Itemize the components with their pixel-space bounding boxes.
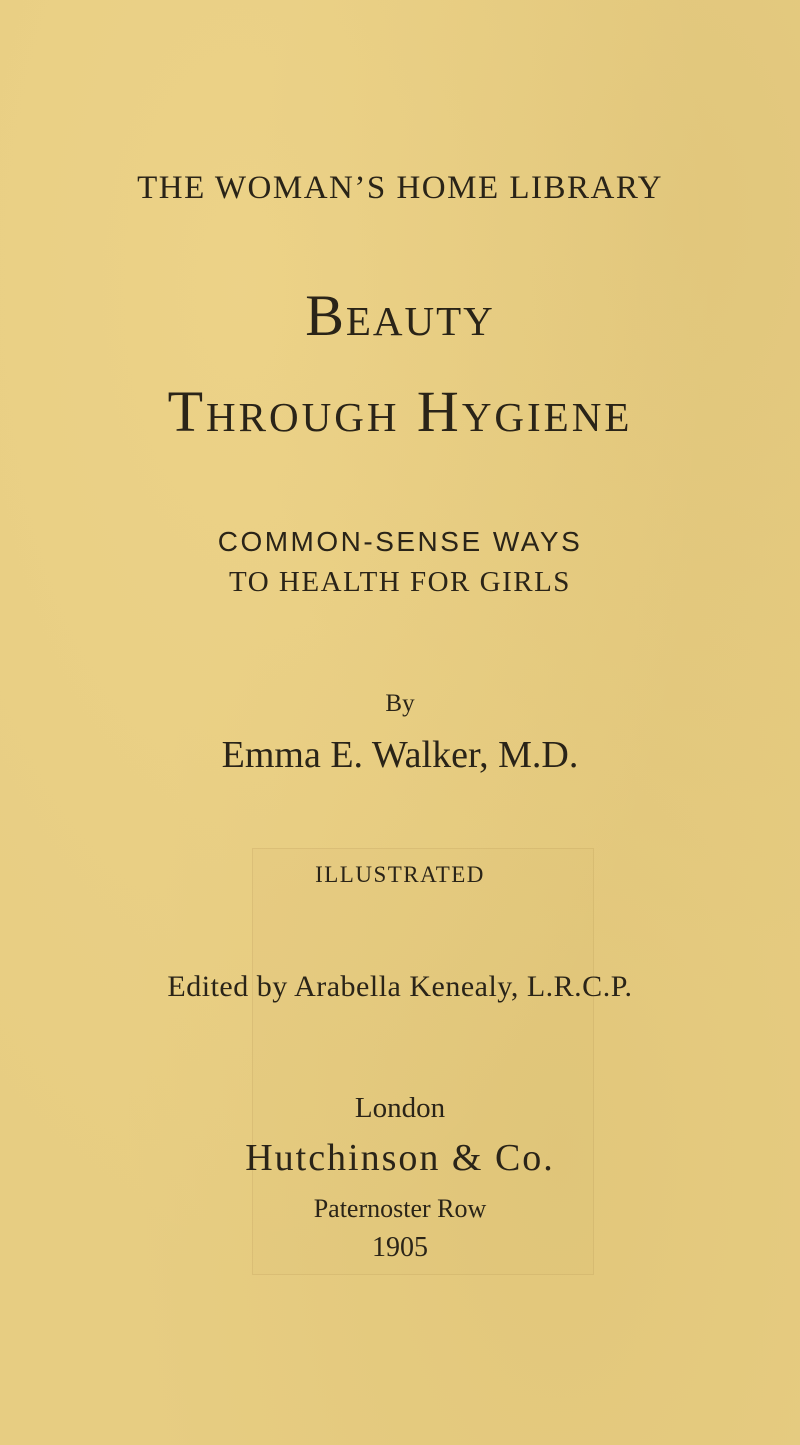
imprint-publisher: Hutchinson & Co.: [245, 1137, 555, 1179]
illustrated-note: ILLUSTRATED: [315, 862, 485, 887]
subtitle-line-1: COMMON-SENSE WAYS: [217, 526, 583, 557]
imprint-address: Paternoster Row: [313, 1194, 487, 1223]
book-title-line-1: Beauty: [305, 283, 495, 348]
byline-by: By: [385, 690, 415, 717]
subtitle-line-2: TO HEALTH FOR GIRLS: [229, 566, 571, 598]
book-title-line-2: Through Hygiene: [167, 379, 633, 444]
imprint-year: 1905: [372, 1232, 428, 1263]
series-title: THE WOMAN’S HOME LIBRARY: [137, 170, 663, 206]
imprint-place: London: [354, 1092, 446, 1124]
editor-credit: Edited by Arabella Kenealy, L.R.C.P.: [167, 970, 633, 1003]
author-name: Emma E. Walker, M.D.: [221, 734, 579, 776]
